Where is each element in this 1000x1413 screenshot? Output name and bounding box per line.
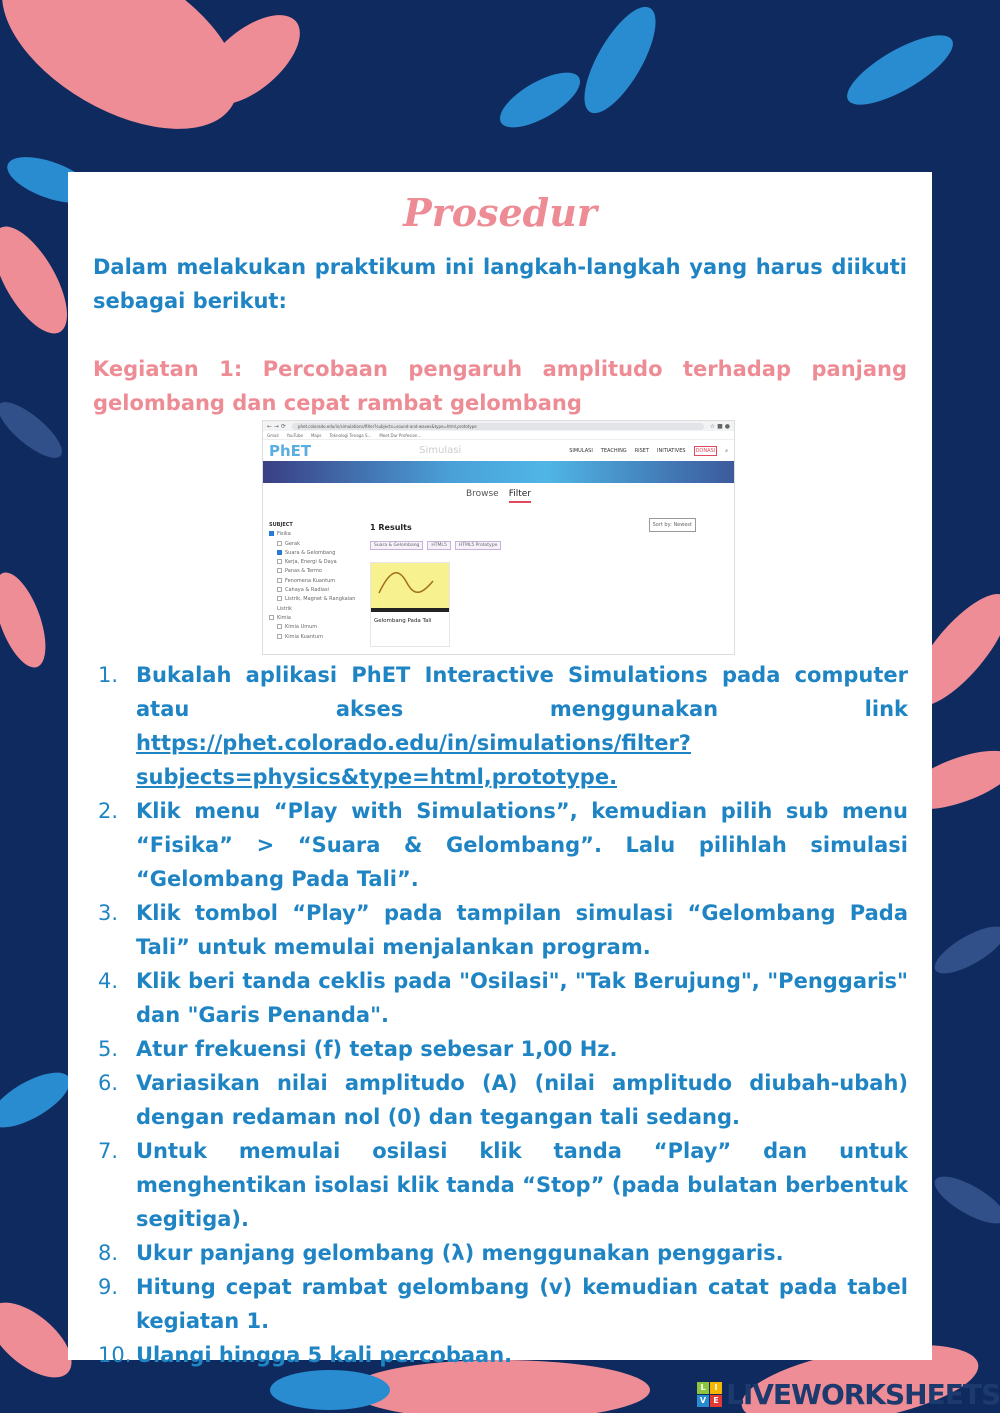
bookmark: Meet Dur Profesion... — [379, 432, 422, 438]
step-text: Bukalah aplikasi PhET Interactive Simulations pada computer atau akses menggunakan link — [136, 663, 908, 721]
browser-bar — [263, 421, 734, 431]
subject-option — [269, 567, 361, 576]
checkbox — [277, 559, 282, 564]
step-number: 8. — [98, 1241, 119, 1265]
step-text: Klik tombol “Play” pada tampilan simulasi “Gelombang Pada Tali” untuk memulai menjalankan program. — [136, 901, 908, 959]
bookmark: Maps — [310, 432, 322, 438]
phet-logo: PhET — [269, 441, 312, 460]
nav-item: SIMULASI — [569, 447, 593, 454]
step-item — [98, 1032, 908, 1066]
tab-browse: Browse — [465, 489, 499, 499]
page-title: Prosedur — [403, 190, 597, 235]
phet-nav — [263, 440, 734, 461]
checkbox — [277, 578, 282, 583]
step-number: 7. — [98, 1139, 119, 1163]
step-item — [98, 964, 908, 1032]
subject-label: Cahaya & Radiasi — [285, 587, 329, 594]
banner-title: Simulasi — [419, 445, 462, 456]
subject-label: Kerja, Energi & Daya — [285, 559, 337, 566]
sort-select: Sort by: Newest — [649, 518, 696, 532]
subject-option — [269, 540, 361, 549]
subject-label: Kimia Umum — [285, 624, 318, 631]
step-text: Ulangi hingga 5 kali percobaan. — [136, 1343, 513, 1367]
filter-chip: HTML5 — [427, 541, 450, 550]
sim-card — [370, 562, 450, 647]
subject-option — [269, 558, 361, 567]
step-number: 9. — [98, 1275, 119, 1299]
banner — [263, 461, 734, 483]
subject-label: Kimia Kuantum — [285, 633, 324, 640]
activity-heading: Kegiatan 1: Percobaan pengaruh amplitudo terhadap panjang gelombang dan cepat rambat gelombang — [93, 357, 907, 415]
subject-label: Listrik, Magnet & Rangkaian Listrik — [277, 596, 356, 612]
step-number: 2. — [98, 799, 119, 823]
step-item — [98, 1066, 908, 1134]
filter-chip: HTML5 Prototype — [455, 541, 502, 550]
bookmark: Teknologi Tenaga S... — [329, 432, 372, 438]
tab-filter: Filter — [509, 489, 531, 503]
checkbox — [277, 624, 282, 629]
checkbox — [277, 596, 282, 601]
step-number: 3. — [98, 901, 119, 925]
bookmark: Gmail — [267, 432, 279, 438]
subject-option — [269, 633, 361, 642]
subject-label: Panas & Termo — [285, 568, 322, 575]
step-item — [98, 794, 908, 896]
checkbox — [277, 587, 282, 592]
checkbox — [269, 531, 274, 536]
step-item — [98, 1236, 908, 1270]
checkbox — [277, 634, 282, 639]
step-text: Hitung cepat rambat gelombang (v) kemudian catat pada tabel kegiatan 1. — [136, 1275, 908, 1333]
step-text: Variasikan nilai amplitudo (A) (nilai amplitudo diubah-ubah) dengan redaman nol (0) dan tegangan tali sedang. — [136, 1071, 908, 1129]
checkbox — [277, 541, 282, 546]
procedure-steps — [98, 658, 908, 1372]
nav-item: INITIATIVES — [657, 447, 686, 454]
subject-option — [269, 614, 361, 623]
step-text: Untuk memulai osilasi klik tanda “Play” dan untuk menghentikan isolasi klik tanda “Stop” (pada bulatan berbentuk segitiga). — [136, 1139, 908, 1231]
subject-label: Fenomena Kuantum — [285, 577, 336, 584]
watermark-text: LIVEWORKSHEETS — [726, 1378, 1000, 1411]
step-number: 6. — [98, 1071, 119, 1095]
subject-label: Fisika — [277, 531, 291, 538]
subject-option — [269, 549, 361, 558]
step-item — [98, 658, 908, 794]
nav-item: TEACHING — [600, 447, 627, 454]
phet-screenshot — [262, 420, 735, 655]
sim-name: Gelombang Pada Tali — [374, 618, 432, 624]
subject-filter — [269, 521, 361, 642]
intro-text: Dalam melakukan praktikum ini langkah-langkah yang harus diikuti sebagai berikut: — [93, 255, 907, 313]
content-card — [68, 172, 932, 1367]
url-bar: phet.colorado.edu/in/simulations/filter?subjects=sound-and-waves&type=html,prototype — [292, 423, 704, 430]
search-icon: ⌕ — [725, 447, 728, 454]
subject-heading: SUBJECT — [269, 522, 293, 528]
browser-actions-icon: ☆ ■ ● — [709, 422, 730, 430]
results-count: 1 Results — [370, 523, 412, 532]
phet-link[interactable]: https://phet.colorado.edu/in/simulations/filter?subjects=physics&type=html,prototype. — [136, 731, 691, 789]
step-text: Klik beri tanda ceklis pada "Osilasi", "Tak Berujung", "Penggaris" dan "Garis Penanda". — [136, 969, 908, 1027]
step-number: 1. — [98, 663, 119, 687]
bookmarks-bar — [263, 431, 734, 440]
liveworksheets-watermark — [697, 1378, 1000, 1411]
subject-option — [269, 577, 361, 586]
filter-chips — [370, 541, 501, 550]
subject-option — [269, 595, 361, 614]
donate-button: DONASI — [695, 447, 716, 454]
liveworksheets-logo-icon: L I V E — [697, 1382, 722, 1407]
filter-chip: Suara & Gelombang — [370, 541, 423, 550]
bookmark: YouTube — [286, 432, 303, 438]
sim-thumbnail — [371, 563, 449, 612]
subject-label: Gerak — [285, 540, 300, 547]
step-text: Ukur panjang gelombang (λ) menggunakan penggaris. — [136, 1241, 784, 1265]
subject-option — [269, 586, 361, 595]
browse-tabs — [263, 483, 734, 499]
step-text: Atur frekuensi (f) tetap sebesar 1,00 Hz. — [136, 1037, 618, 1061]
subject-label: Kimia — [277, 614, 291, 621]
checkbox — [277, 568, 282, 573]
subject-option — [269, 530, 361, 539]
step-number: 5. — [98, 1037, 119, 1061]
step-text: Klik menu “Play with Simulations”, kemudian pilih sub menu “Fisika” > “Suara & Gelombang”. Lalu pilihlah simulasi “Gelombang Pada Tali”. — [136, 799, 908, 891]
step-item — [98, 1134, 908, 1236]
step-number: 10. — [98, 1343, 132, 1367]
step-item — [98, 1270, 908, 1338]
nav-arrows-icon: ← → ⟳ — [267, 422, 286, 430]
checkbox — [277, 550, 282, 555]
subject-option — [269, 623, 361, 632]
step-item — [98, 896, 908, 964]
nav-item: RISET — [634, 447, 650, 454]
subject-label: Suara & Gelombang — [285, 549, 336, 556]
checkbox — [269, 615, 274, 620]
step-number: 4. — [98, 969, 119, 993]
step-item — [98, 1338, 908, 1372]
